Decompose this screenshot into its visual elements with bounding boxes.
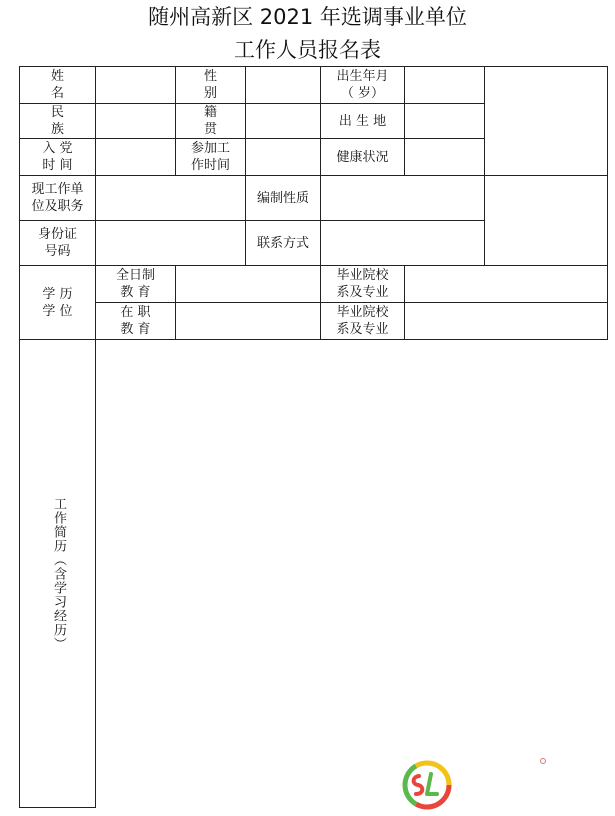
gender-label: 性 别 — [203, 69, 227, 101]
id-number-label: 身份证 号码 — [37, 227, 77, 259]
ethnicity-label: 民 族 — [50, 105, 82, 137]
photo-area[interactable] — [485, 67, 607, 265]
fulltime-school-major-field[interactable] — [405, 266, 607, 302]
staffing-nature-field[interactable] — [321, 176, 484, 220]
gender-field[interactable] — [246, 67, 320, 103]
resume-label-cell — [20, 341, 96, 807]
birthplace-label: 出 生 地 — [338, 113, 387, 129]
form-title-line-1: 随州高新区 2021 年选调事业单位 — [148, 5, 467, 29]
name-label: 姓 名 — [50, 69, 82, 101]
current-unit-field[interactable] — [96, 176, 245, 220]
native-place-field[interactable] — [246, 104, 320, 138]
contact-field[interactable] — [321, 221, 484, 265]
fulltime-school-major-label: 毕业院校 系及专业 — [336, 268, 389, 300]
party-join-time-field[interactable] — [96, 139, 175, 175]
current-unit-label: 现工作单 位及职务 — [31, 182, 84, 214]
table-border-bottom — [19, 807, 96, 808]
fulltime-education-field[interactable] — [176, 266, 320, 302]
name-field[interactable] — [96, 67, 175, 103]
resume-label: 工作简历（含学习经历） — [51, 497, 66, 651]
table-border-right — [607, 66, 608, 340]
education-degree-label: 学 历 学 位 — [42, 286, 73, 319]
watermark-logo-icon — [402, 760, 452, 810]
inservice-school-major-field[interactable] — [405, 303, 607, 339]
work-start-time-field[interactable] — [246, 139, 320, 175]
party-join-time-label: 入 党 时 间 — [42, 141, 73, 173]
health-status-field[interactable] — [405, 139, 484, 175]
fulltime-education-label: 全日制 教 育 — [115, 268, 155, 300]
birth-date-field[interactable] — [405, 67, 484, 103]
ethnicity-field[interactable] — [96, 104, 175, 138]
inservice-education-field[interactable] — [176, 303, 320, 339]
form-title-line-2: 工作人员报名表 — [234, 38, 381, 62]
inservice-education-label: 在 职 教 育 — [120, 305, 151, 337]
resume-field[interactable] — [96, 341, 607, 807]
birthplace-field[interactable] — [405, 104, 484, 138]
work-start-time-label: 参加工 作时间 — [190, 141, 230, 173]
contact-label: 联系方式 — [256, 235, 309, 251]
inservice-school-major-label: 毕业院校 系及专业 — [336, 305, 389, 337]
decorative-dot-icon — [540, 758, 546, 764]
birth-date-label: 出生年月 （ 岁） — [336, 69, 389, 101]
staffing-nature-label: 编制性质 — [256, 190, 309, 206]
id-number-field[interactable] — [96, 221, 245, 265]
table-rule — [19, 339, 608, 340]
native-place-label: 籍 贯 — [203, 105, 227, 137]
health-status-label: 健康状况 — [336, 149, 389, 165]
